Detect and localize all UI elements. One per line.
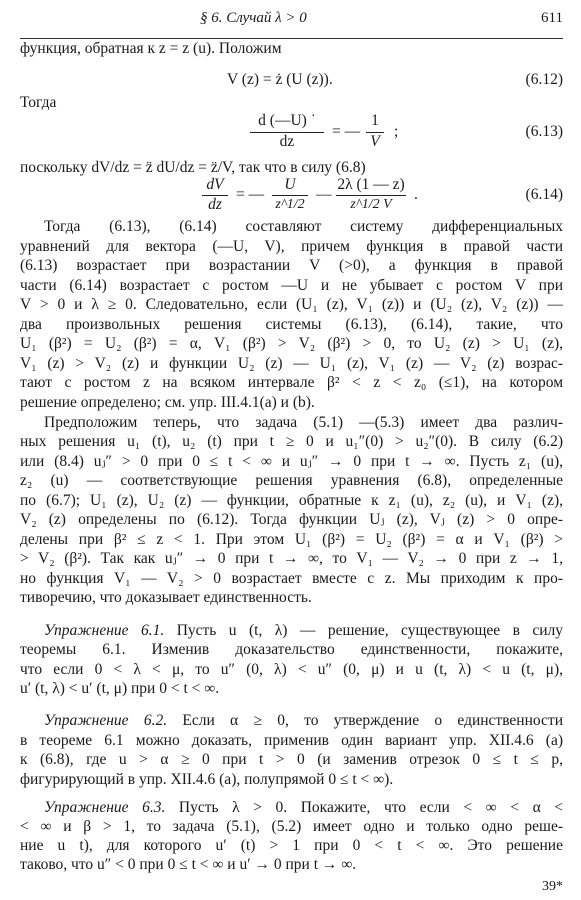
text-line: тиворечию, что доказывает единственность.	[20, 589, 312, 607]
text-line: (6.13) возрастает при возрастании V (>0), а функция в правой	[20, 257, 563, 275]
fraction-numerator: U	[284, 175, 296, 193]
text-line: Тогда (6.13), (6.14) составляют систему дифференциальных	[44, 218, 563, 236]
text-line: ние u t), для которого u′ (t) > 1 при 0 < t < ∞. Это решение	[20, 836, 563, 854]
minus-sign: —	[316, 185, 332, 203]
text-line: теоремы 6.1. Изменив доказательство единственности, покажите,	[20, 641, 563, 659]
text-line: функция, обратная к z = z (u). Положим	[20, 40, 282, 58]
text-line: U₁ (β²) = U₂ (β²) = α, V₁ (β²) > V₂ (β²) > 0, то U₂ (z) > U₁ (z),	[20, 335, 563, 353]
text-line: фигурирующий в упр. XII.4.6 (a), полупрямой 0 ≤ t < ∞).	[20, 770, 394, 788]
fraction-denominator: z^1/2	[275, 197, 305, 213]
text-line: части (6.14) возрастает с ростом —U и не убывает с ростом V при	[20, 276, 563, 294]
text-line: или (8.4) uⱼ″ > 0 при 0 ≤ t < ∞ и uⱼ″ → 0 при t → ∞. Пусть z₁ (u),	[20, 452, 563, 470]
text-line: уравнений для вектора (—U, V), причем функция в правой части	[20, 237, 563, 255]
equation-6-12: V (z) = ż (U (z)).	[227, 70, 333, 88]
equation-number: (6.13)	[525, 122, 563, 140]
text-line: к (6.8), где u > α ≥ 0 при t > 0 (и заменив отрезок 0 ≤ t ≤ p,	[20, 751, 563, 769]
exercise-6-3	[20, 798, 563, 818]
text-line: по (6.7); U₁ (z), U₂ (z) — функции, обратные к z₁ (u), z₂ (u), и V₁ (z),	[20, 491, 563, 509]
text-line: таково, что u″ < 0 при 0 ≤ t < ∞ и u′ → 0 при t → ∞.	[20, 855, 357, 873]
fraction-denominator: z^1/2 V	[350, 197, 392, 213]
text-line: Тогда	[20, 93, 57, 111]
text-line: тают с ростом z на всяком интервале β² < z < z₀ (≤1), на котором	[20, 374, 563, 392]
exercise-6-2	[20, 711, 563, 731]
exercise-text: Пусть u (t, λ) — решение, существующее в силу	[164, 621, 563, 639]
fraction-denominator: dz	[208, 196, 222, 214]
text-line	[20, 817, 563, 837]
fraction-denominator: dz	[279, 133, 295, 151]
section-title: § 6. Случай λ > 0	[200, 10, 307, 26]
page	[20, 0, 563, 900]
text-line: делены при β² ≤ z < 1. При этом U₁ (β²) = U₂ (β²) = α и V₁ (β²) >	[20, 530, 563, 548]
equation-number: (6.12)	[525, 70, 563, 88]
text-line: ных решения u₁ (t), u₂ (t) при t ≥ 0 и u₁″(0) > u₂″(0). В силу (6.2)	[20, 433, 563, 451]
equation-number: (6.14)	[525, 185, 563, 203]
running-head	[20, 8, 563, 30]
text-line	[20, 836, 563, 856]
exercise-text: Если α ≥ 0, то утверждение о единственности	[167, 712, 563, 730]
text-line: но функция V₁ — V₂ > 0 возрастает вместе с z. Мы приходим к про-	[20, 569, 563, 587]
fraction-numerator: dV	[206, 175, 224, 193]
fraction-numerator: d (—U) ˙	[258, 112, 316, 130]
text-line	[20, 855, 563, 875]
equals-minus: = —	[332, 122, 361, 140]
text-line: < ∞ и β > 1, то задача (5.1), (5.2) имеет одно и только одно реше-	[20, 817, 563, 835]
text-line: Предположим теперь, что задача (5.1) —(5.3) имеет два различ-	[44, 413, 563, 431]
text-line: > V₂ (β²). Так как uⱼ″ → 0 при t → ∞, то V₁ — V₂ → 0 при z → 1,	[20, 550, 563, 568]
text-line: два произвольных решения системы (6.13), (6.14), такие, что	[20, 315, 563, 333]
text-line: u′ (t, λ) < u′ (t, μ) при 0 < t < ∞.	[20, 680, 220, 698]
page-number: 611	[541, 10, 563, 26]
text-line: V₁ (z) > V₂ (z) и функции U₂ (z) — U₁ (z), V₁ (z) — V₂ (z) возрас-	[20, 354, 563, 372]
fraction-numerator: 1	[371, 112, 379, 130]
exercise-label: Упражнение 6.2.	[44, 712, 168, 730]
text-line: V > 0 и λ ≥ 0. Следовательно, если (U₁ (z), V₁ (z)) и (U₂ (z), V₂ (z)) —	[20, 296, 563, 314]
text-line: поскольку dV/dz = z̈ dU/dz = z̈/V, так что в силу (6.8)	[20, 159, 366, 176]
exercise-label: Упражнение 6.3.	[44, 798, 166, 816]
fraction-numerator: 2λ (1 — z)	[337, 175, 405, 193]
equals-minus: = —	[236, 185, 265, 203]
footer-signature: 39*	[542, 879, 563, 894]
exercise-text: Пусть λ > 0. Покажите, что если < ∞ < α <	[165, 798, 563, 816]
text-line: в теореме 6.1 можно доказать, применив один вариант упр. XII.4.6 (a)	[20, 731, 563, 749]
text-line: z₂ (u) — соответствующие решения уравнения (6.8), определенные	[20, 472, 563, 490]
exercise-label: Упражнение 6.1.	[44, 621, 165, 639]
period: .	[414, 185, 418, 203]
text-line: решение определено; см. упр. III.4.1(a) и (b).	[20, 393, 315, 411]
text-line: что если 0 < λ < μ, то u″ (0, λ) < u″ (0, μ) и u (t, λ) < u (t, μ),	[20, 660, 563, 678]
text-line: V₂ (z) определены по (6.12). Тогда функции Uⱼ (z), Vⱼ (z) > 0 опре-	[20, 511, 563, 529]
exercise-6-1	[20, 621, 563, 641]
semicolon: ;	[394, 122, 399, 140]
fraction-denominator: V	[370, 133, 380, 151]
